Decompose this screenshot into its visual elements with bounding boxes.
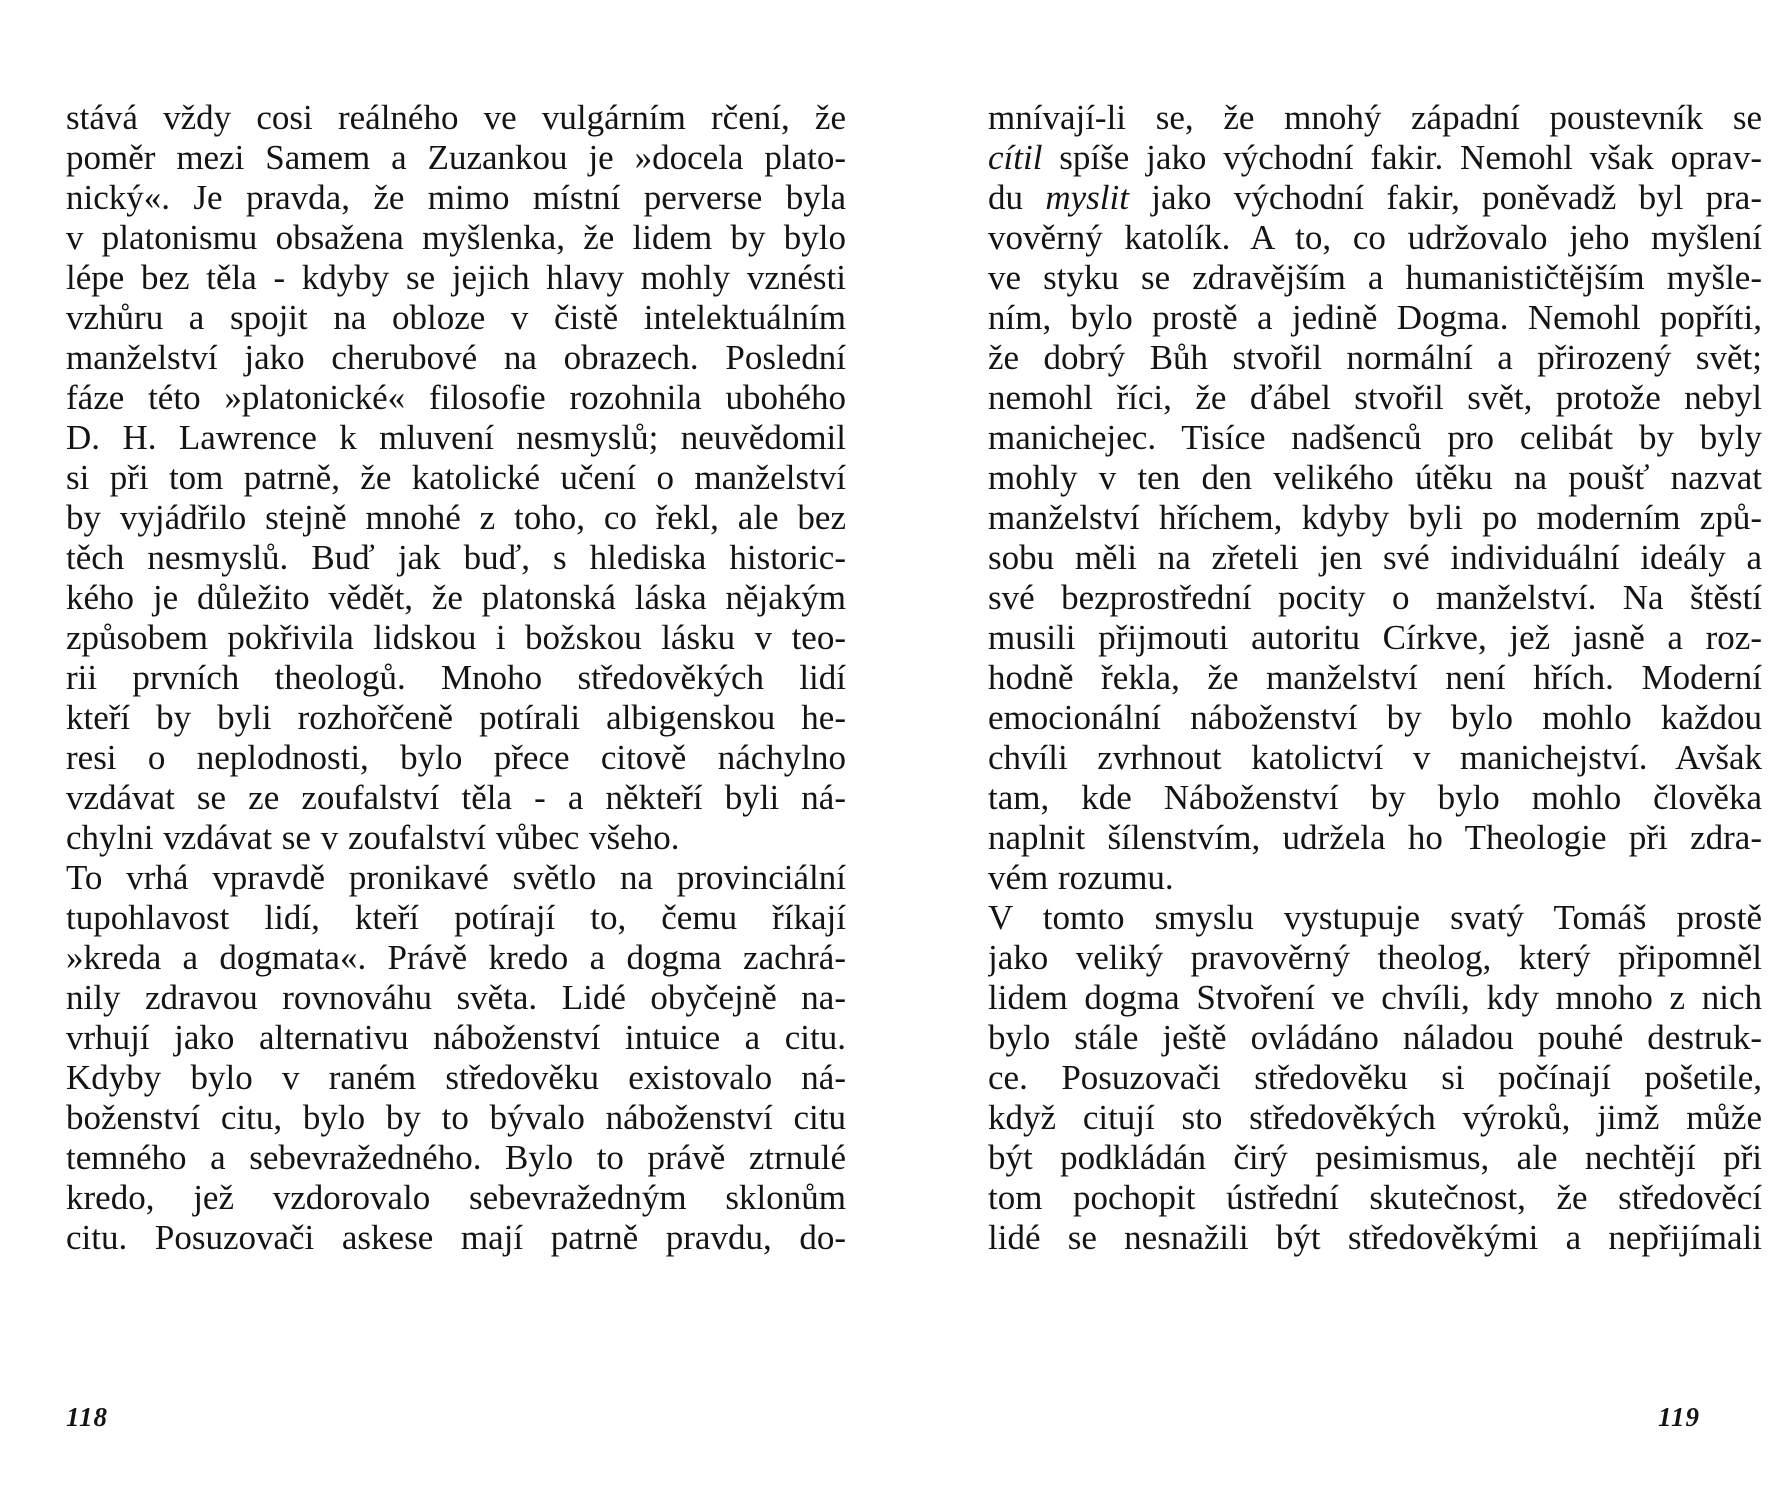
text-line: mnívají-li se, že mnohý západní poustevník se	[988, 98, 1762, 137]
text-line: vém rozumu.	[988, 858, 1174, 897]
text-line-with-italic	[988, 178, 1762, 218]
right-page-text	[988, 98, 1762, 1258]
text-line: manichejec. Tisíce nadšenců pro celibát by byly	[988, 418, 1762, 457]
text-line: stává vždy cosi reálného ve vulgárním rčení, že	[66, 98, 846, 137]
text-line: tam, kde Náboženství by bylo mohlo člověka	[988, 778, 1762, 817]
text-line: si při tom patrně, že katolické učení o manželství	[66, 458, 846, 497]
text-line: kredo, jež vzdorovalo sebevražedným sklonům	[66, 1178, 846, 1217]
text-line: jako veliký pravověrný theolog, který připomněl	[988, 938, 1762, 977]
text-line: manželství jako cherubové na obrazech. Poslední	[66, 338, 846, 377]
text-line: vrhují jako alternativu náboženství intuice a citu.	[66, 1018, 846, 1057]
text-line: Kdyby bylo v raném středověku existovalo ná-	[66, 1058, 846, 1097]
text-line: být podkládán čirý pesimismus, ale nechtějí při	[988, 1138, 1762, 1177]
text-line: sobu měli na zřeteli jen své individuální ideály a	[988, 538, 1762, 577]
line-rest: jako východní fakir, poněvadž byl pra-	[1128, 178, 1762, 217]
text-line: naplnit šílenstvím, udržela ho Theologie při zdra-	[988, 818, 1762, 857]
text-line: D. H. Lawrence k mluvení nesmyslů; neuvědomil	[66, 418, 846, 457]
text-line: by vyjádřilo stejně mnohé z toho, co řekl, ale bez	[66, 498, 846, 537]
text-line: kteří by byli rozhořčeně potírali albigenskou he-	[66, 698, 846, 737]
text-line: v platonismu obsažena myšlenka, že lidem by bylo	[66, 218, 846, 257]
text-line: To vrhá vpravdě pronikavé světlo na provinciální	[66, 858, 846, 897]
text-line: vzdávat se ze zoufalství těla - a někteří byli ná-	[66, 778, 846, 817]
text-line: způsobem pokřivila lidskou i božskou lásku v teo-	[66, 618, 846, 657]
text-line: kého je důležito vědět, že platonská láska nějakým	[66, 578, 846, 617]
text-line: když citují sto středověkých výroků, jimž může	[988, 1098, 1762, 1137]
text-line: že dobrý Bůh stvořil normální a přirozený svět;	[988, 338, 1762, 377]
text-line: své bezprostřední pocity o manželství. Na štěstí	[988, 578, 1762, 617]
left-page-text	[66, 98, 846, 1258]
line-start: du	[988, 178, 1046, 217]
text-line: boženství citu, bylo by to bývalo náboženství citu	[66, 1098, 846, 1137]
line-rest: spíše jako východní fakir. Nemohl však oprav-	[1042, 138, 1762, 177]
text-line: manželství hříchem, kdyby byli po moderním způ-	[988, 498, 1762, 537]
text-line: mohly v ten den velikého útěku na poušť nazvat	[988, 458, 1762, 497]
page-number: 118	[66, 1402, 109, 1432]
text-line: tom pochopit ústřední skutečnost, že středověcí	[988, 1178, 1762, 1217]
page-number: 119	[1657, 1402, 1700, 1432]
text-line: nily zdravou rovnováhu světa. Lidé obyčejně na-	[66, 978, 846, 1017]
text-line: resi o neplodnosti, bylo přece citově náchylno	[66, 738, 846, 777]
text-line: chvíli zvrhnout katolictví v manichejství. Avšak	[988, 738, 1762, 777]
text-line-with-italic	[988, 138, 1762, 178]
text-line: temného a sebevražedného. Bylo to právě ztrnulé	[66, 1138, 846, 1177]
text-line: ve styku se zdravějším a humanističtějším myšle-	[988, 258, 1762, 297]
text-line: V tomto smyslu vystupuje svatý Tomáš prostě	[988, 898, 1762, 937]
text-line: ním, bylo prostě a jedině Dogma. Nemohl popříti,	[988, 298, 1762, 337]
text-line: lépe bez těla - kdyby se jejich hlavy mohly vznésti	[66, 258, 846, 297]
text-line: poměr mezi Samem a Zuzankou je »docela plato-	[66, 138, 846, 177]
text-line: lidé se nesnažili být středověkými a nepřijímali	[988, 1218, 1762, 1257]
text-line: hodně řekla, že manželství není hřích. Moderní	[988, 658, 1762, 697]
text-line: vzhůru a spojit na obloze v čistě intelektuálním	[66, 298, 846, 337]
text-line: tupohlavost lidí, kteří potírají to, čemu říkají	[66, 898, 846, 937]
text-line: bylo stále ještě ovládáno náladou pouhé destruk-	[988, 1018, 1762, 1057]
text-line: »kreda a dogmata«. Právě kredo a dogma zachrá-	[66, 938, 846, 977]
text-line: chylni vzdávat se v zoufalství vůbec všeho.	[66, 818, 680, 857]
text-line: nický«. Je pravda, že mimo místní perverse byla	[66, 178, 846, 217]
text-line: vověrný katolík. A to, co udržovalo jeho myšlení	[988, 218, 1762, 257]
text-line: musili přijmouti autoritu Církve, jež jasně a roz-	[988, 618, 1762, 657]
text-line: rii prvních theologů. Mnoho středověkých lidí	[66, 658, 846, 697]
text-line: ce. Posuzovači středověku si počínají pošetile,	[988, 1058, 1762, 1097]
text-line: citu. Posuzovači askese mají patrně pravdu, do-	[66, 1218, 846, 1257]
text-line: těch nesmyslů. Buď jak buď, s hlediska historic-	[66, 538, 846, 577]
text-line: fáze této »platonické« filosofie rozohnila ubohého	[66, 378, 846, 417]
italic-word: cítil	[988, 138, 1043, 177]
right-page	[893, 0, 1786, 1500]
italic-word: myslit	[1045, 178, 1129, 217]
text-line: nemohl říci, že ďábel stvořil svět, protože nebyl	[988, 378, 1762, 417]
text-line: emocionální náboženství by bylo mohlo každou	[988, 698, 1762, 737]
text-line: lidem dogma Stvoření ve chvíli, kdy mnoho z nich	[988, 978, 1762, 1017]
